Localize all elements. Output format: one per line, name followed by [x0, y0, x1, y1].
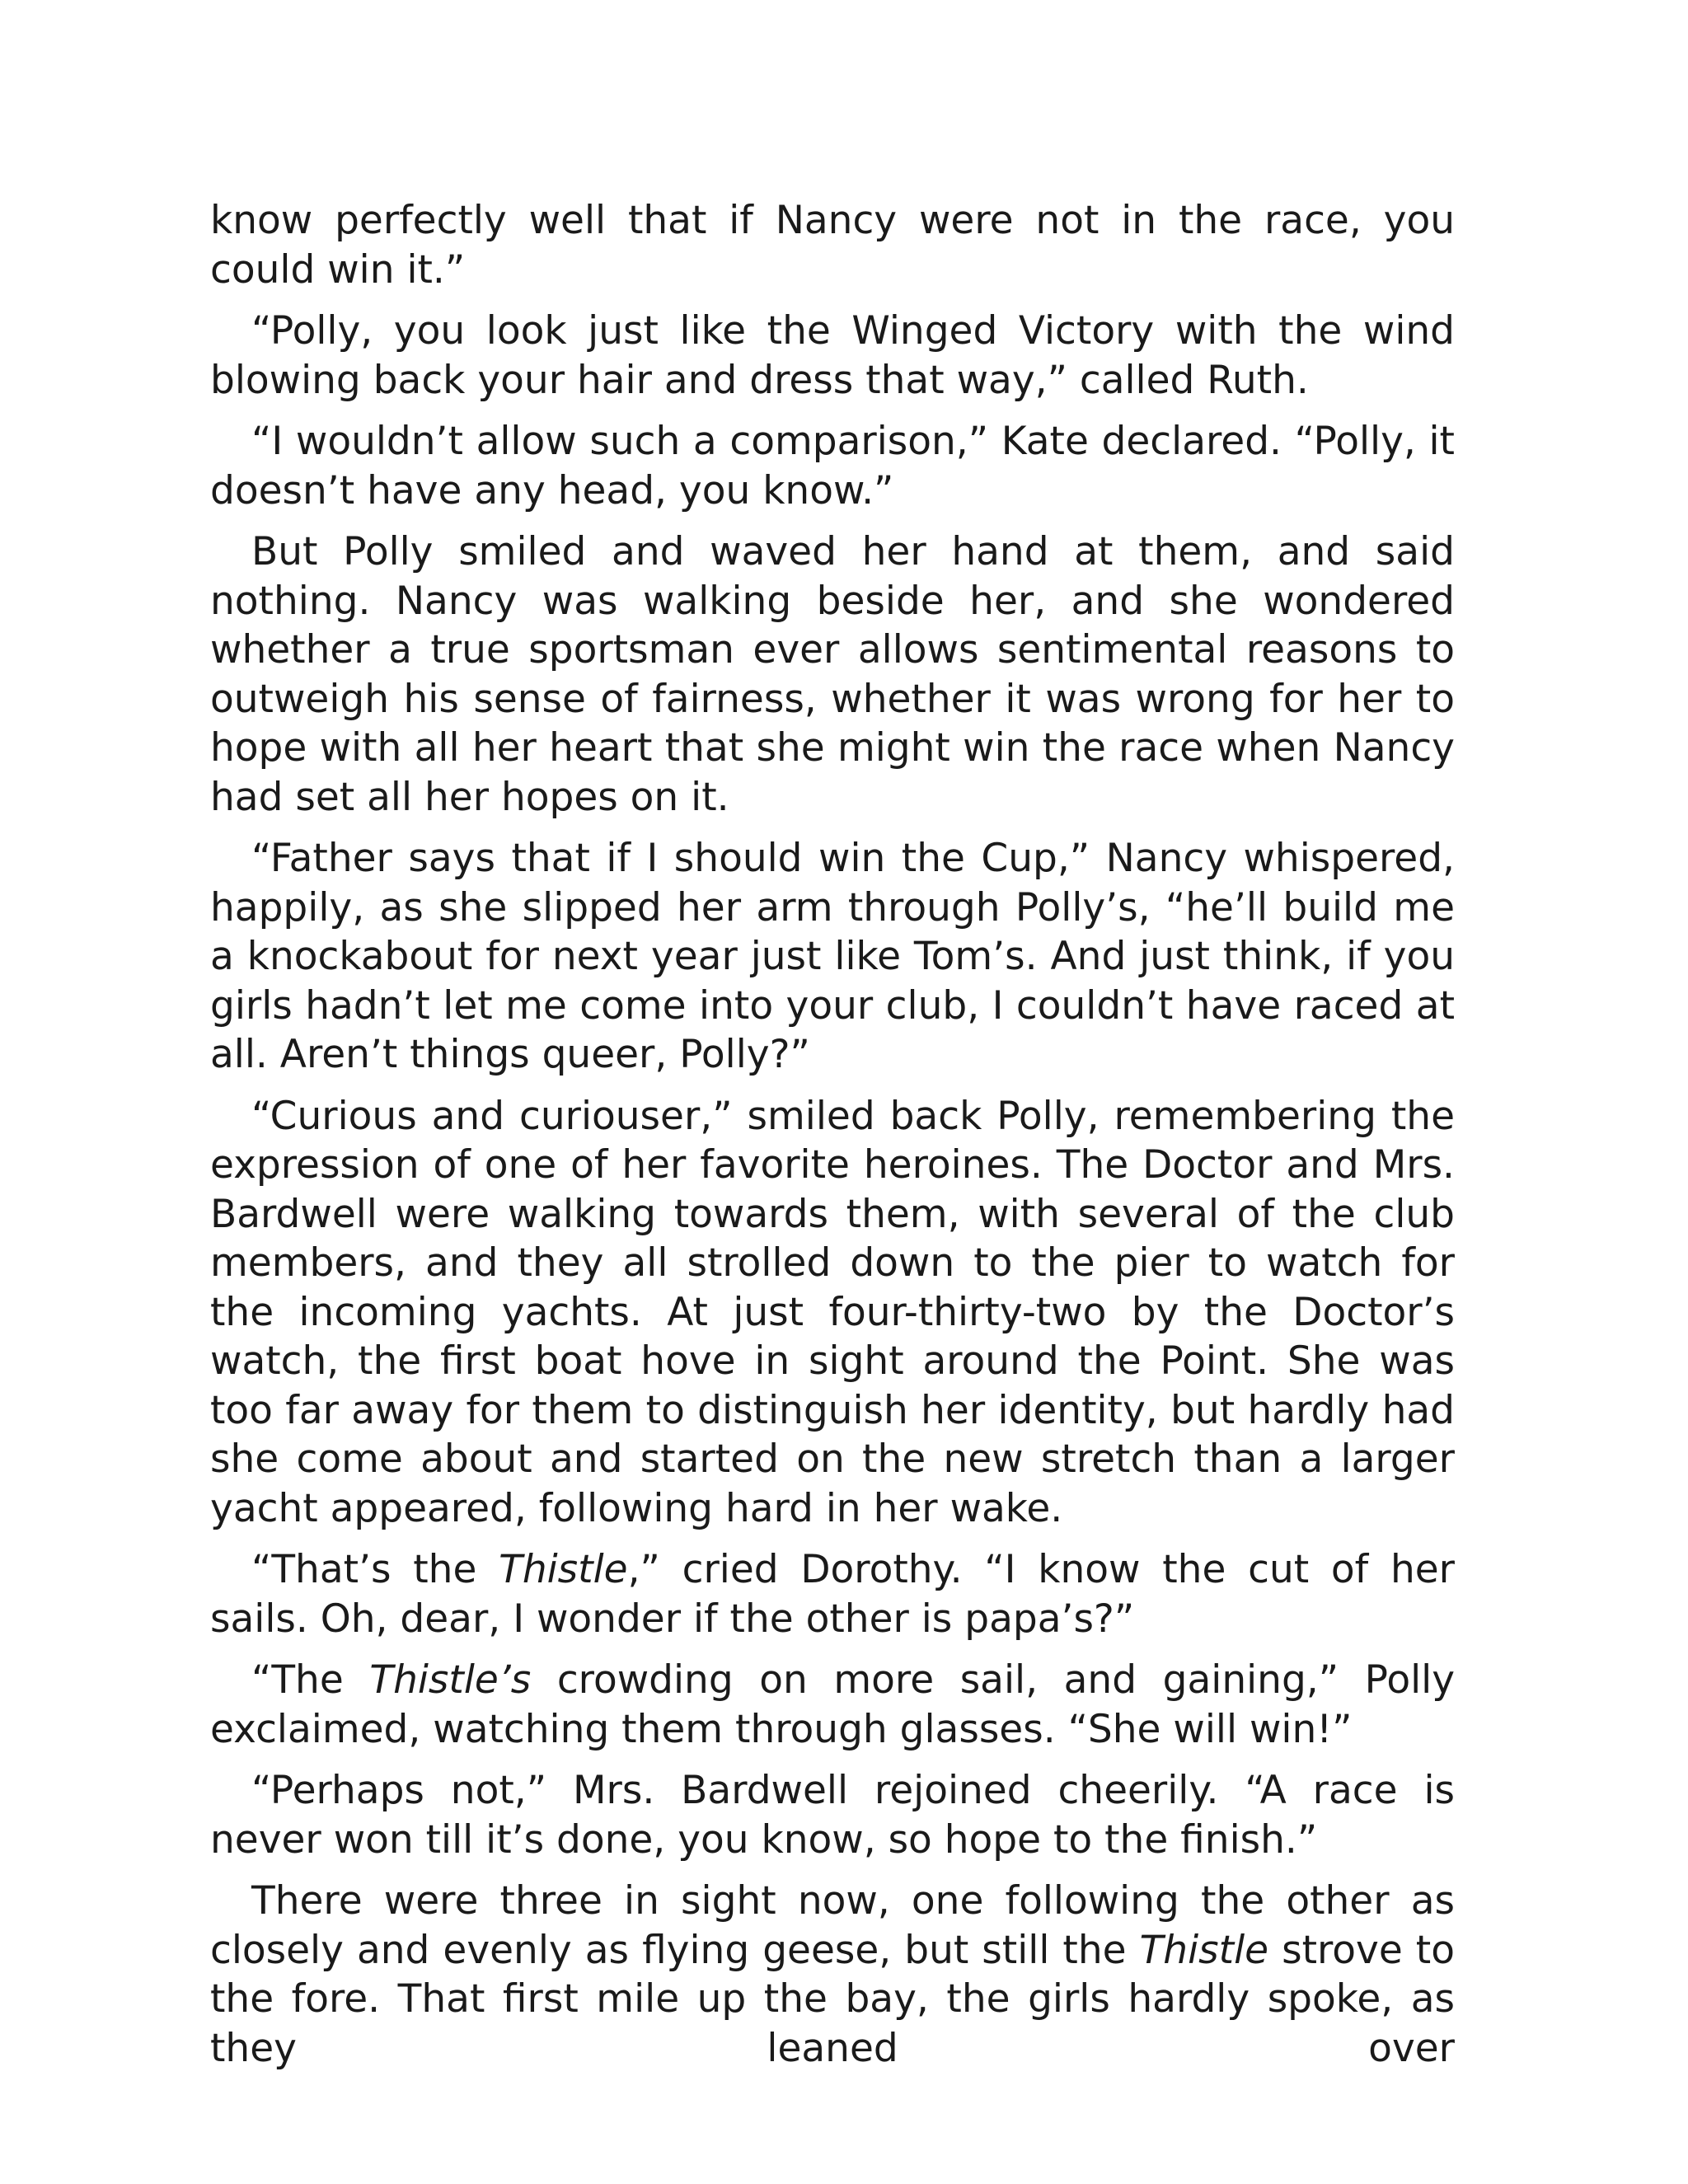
paragraph: [210, 417, 1455, 515]
text-segment: “The: [251, 1657, 370, 1703]
paragraph: [210, 834, 1455, 1080]
text-segment: “That’s the: [251, 1547, 499, 1592]
book-page-text: [210, 196, 1455, 2085]
text-segment: crowding on more sail, and gaining,” Polly exclaimed, watching them through glasses. “She will win!”: [210, 1657, 1456, 1752]
paragraph: [210, 1766, 1455, 1864]
text-segment: ,” cried Dorothy. “I know the cut of her sails. Oh, dear, I wonder if the other is papa’s?”: [210, 1547, 1455, 1642]
paragraph: [210, 196, 1455, 294]
text-segment: “Father says that if I should win the Cup,” Nancy whispered, happily, as she slipped her arm through Polly’s, “he’ll build me a knockabout for next year just like Tom’s. And just think, if you girls hadn’t let me come into your club, I couldn’t have raced at all. Aren’t things queer, Polly?”: [210, 836, 1455, 1077]
italic-text-segment: Thistle: [1139, 1927, 1269, 1973]
paragraph: [210, 1545, 1455, 1643]
text-segment: “Perhaps not,” Mrs. Bardwell rejoined cheerily. “A race is never won till it’s done, you know, so hope to the finish.”: [210, 1768, 1455, 1863]
text-segment: But Polly smiled and waved her hand at them, and said nothing. Nancy was walking beside her, and she wondered whether a true sportsman ever allows sentimental reasons to outweigh his sense of fairness, whether it was wrong for her to hope with all her heart that she might win the race when Nancy had set all her hopes on it.: [210, 529, 1455, 820]
text-segment: There were three in sight now, one following the other as closely and evenly as flying geese, but still the: [210, 1878, 1455, 1973]
paragraph: [210, 1877, 1455, 2073]
text-segment: “Curious and curiouser,” smiled back Polly, remembering the expression of one of her favorite heroines. The Doctor and Mrs. Bardwell were walking towards them, with several of the club members, and they all strolled down to the pier to watch for the incoming yachts. At just four-thirty-two by the Doctor’s watch, the first boat hove in sight around the Point. She was too far away for them to distinguish her identity, but hardly had she come about and started on the new stretch than a larger yacht appeared, following hard in her wake.: [210, 1093, 1455, 1531]
text-segment: strove to the fore. That first mile up the bay, the girls hardly spoke, as they leaned over: [210, 1927, 1455, 2071]
text-segment: “I wouldn’t allow such a comparison,” Kate declared. “Polly, it doesn’t have any head, you know.”: [210, 419, 1455, 513]
paragraph: [210, 1656, 1455, 1754]
text-segment: “Polly, you look just like the Winged Victory with the wind blowing back your hair and dress that way,” called Ruth.: [210, 308, 1455, 403]
italic-text-segment: Thistle: [499, 1547, 628, 1592]
paragraph: [210, 307, 1455, 405]
text-segment: know perfectly well that if Nancy were not in the race, you could win it.”: [210, 198, 1455, 293]
paragraph: [210, 1092, 1455, 1534]
paragraph: [210, 527, 1455, 822]
italic-text-segment: Thistle’s: [369, 1657, 532, 1703]
